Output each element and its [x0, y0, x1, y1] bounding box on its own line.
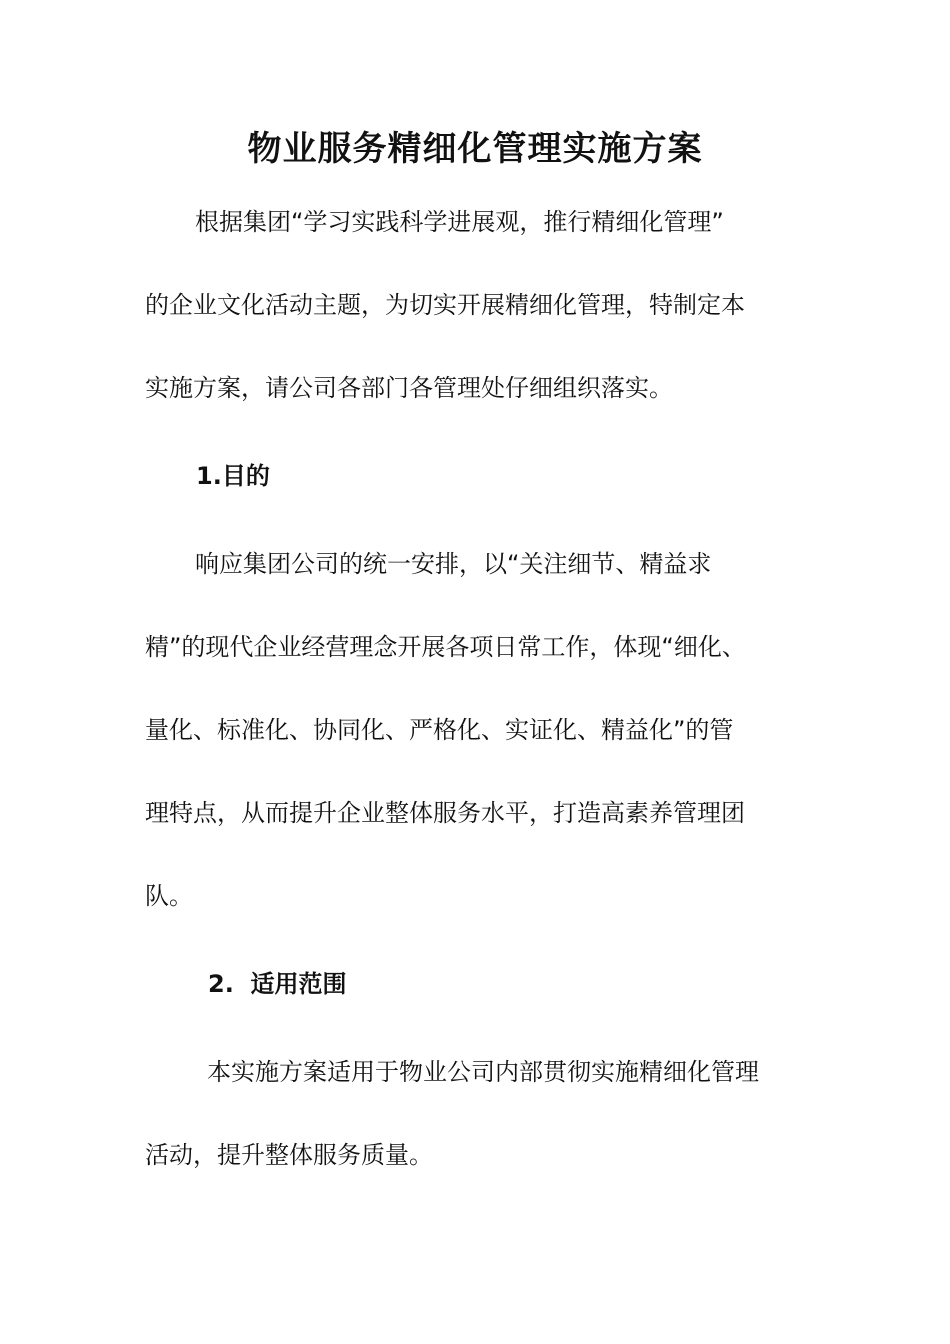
- paragraph-line: 根据集团“学习实践科学进展观，推行精细化管理”: [195, 208, 724, 236]
- paragraph-line: 响应集团公司的统一安排，以“关注细节、精益求: [195, 550, 712, 578]
- scope-paragraph: [145, 1031, 810, 1197]
- paragraph-line: 本实施方案适用于物业公司内部贯彻实施精细化管理: [207, 1058, 759, 1086]
- paragraph-line: 精”的现代企业经营理念开展各项日常工作，体现“细化、: [145, 633, 746, 661]
- paragraph-line: 的企业文化活动主题，为切实开展精细化管理，特制定本: [145, 291, 745, 319]
- paragraph-line: 理特点，从而提升企业整体服务水平，打造高素养管理团: [145, 799, 745, 827]
- paragraph-line: 量化、标准化、协同化、严格化、实证化、精益化”的管: [145, 716, 734, 744]
- paragraph-line: 队。: [145, 882, 193, 910]
- section-heading-purpose: 1.目的: [196, 462, 270, 490]
- paragraph-line: 活动，提升整体服务质量。: [145, 1141, 433, 1169]
- section-heading-scope: 2. 适用范围: [208, 970, 347, 998]
- purpose-paragraph: [145, 523, 810, 938]
- intro-paragraph: [145, 181, 810, 430]
- paragraph-line: 实施方案，请公司各部门各管理处仔细组织落实。: [145, 374, 673, 402]
- document-title: 物业服务精细化管理实施方案: [247, 129, 703, 169]
